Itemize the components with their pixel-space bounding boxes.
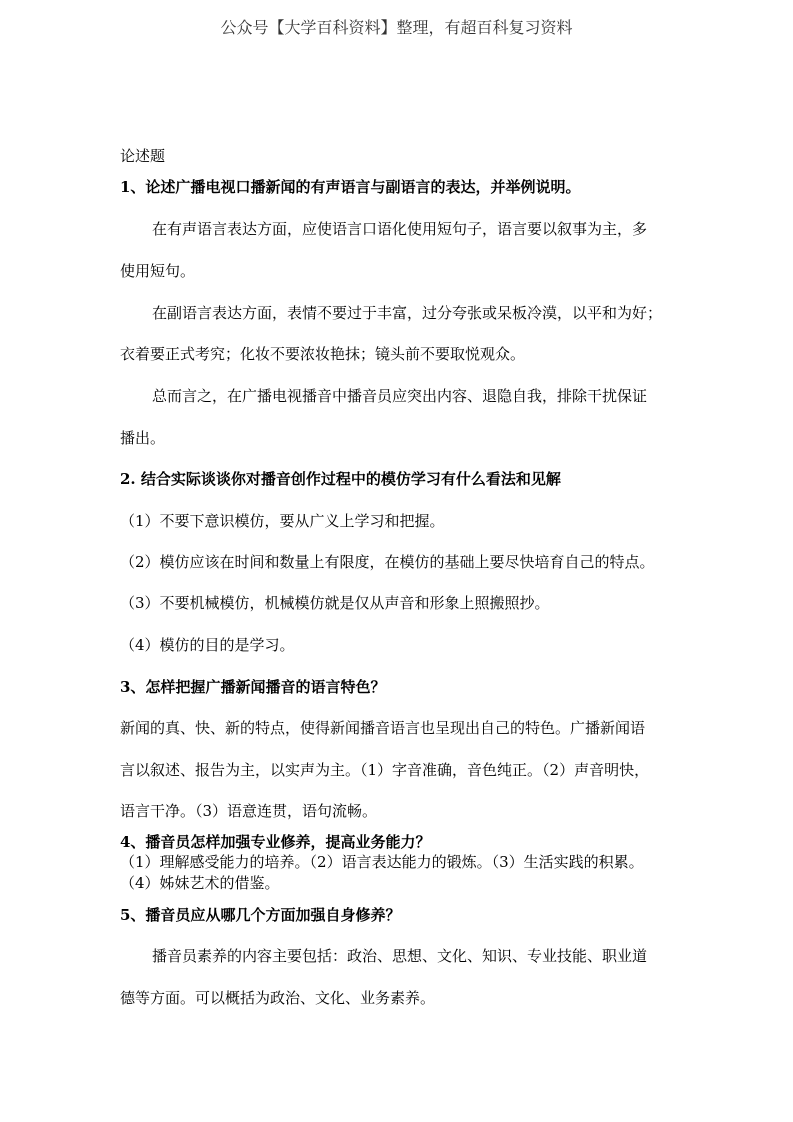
q1-paragraph-2-line-2: 衣着要正式考究；化妆不要浓妆艳抹；镜头前不要取悦观众。 [120,345,526,363]
q4-line-1: （1）理解感受能力的培养。（2）语言表达能力的锻炼。（3）生活实践的积累。 [120,853,644,871]
q3-line-1: 新闻的真、快、新的特点，使得新闻播音语言也呈现出自己的特色。广播新闻语 [120,719,646,737]
q3-line-2: 言以叙述、报告为主，以实声为主。（1）字音准确，音色纯正。（2）声音明快， [120,761,650,779]
q4-line-2: （4）姊妹艺术的借鉴。 [120,874,280,892]
question-4-title: 4、播音员怎样加强专业修养，提高业务能力？ [120,833,431,851]
q1-paragraph-3-line-2: 播出。 [120,429,166,447]
q1-paragraph-2-line-1: 在副语言表达方面，表情不要过于丰富，过分夸张或呆板冷漠，以平和为好； [152,304,663,322]
section-title: 论述题 [120,147,166,165]
q2-item: （2）模仿应该在时间和数量上有限度，在模仿的基础上要尽快培育自己的特点。 [120,553,655,571]
question-1-title: 1、论述广播电视口播新闻的有声语言与副语言的表达，并举例说明。 [120,178,581,196]
question-3-title: 3、怎样把握广播新闻播音的语言特色？ [120,678,386,696]
q1-paragraph-1-line-1: 在有声语言表达方面，应使语言口语化使用短句子，语言要以叙事为主，多 [152,220,648,238]
q2-item: （1）不要下意识模仿，要从广义上学习和把握。 [120,512,445,530]
q2-item: （3）不要机械模仿，机械模仿就是仅从声音和形象上照搬照抄。 [120,594,550,612]
q1-paragraph-3-line-1: 总而言之，在广播电视播音中播音员应突出内容、退隐自我，排除干扰保证 [152,387,648,405]
q1-paragraph-1-line-2: 使用短句。 [120,262,196,280]
q3-line-3: 语言干净。（3）语意连贯，语句流畅。 [120,802,378,820]
page-header: 公众号【大学百科资料】整理，有超百科复习资料 [220,18,573,37]
question-2-title: 2. 结合实际谈谈你对播音创作过程中的模仿学习有什么看法和见解 [120,470,561,488]
q5-line-1: 播音员素养的内容主要包括：政治、思想、文化、知识、专业技能、职业道 [152,947,648,965]
question-5-title: 5、播音员应从哪几个方面加强自身修养？ [120,906,401,924]
q2-item: （4）模仿的目的是学习。 [120,636,295,654]
q5-line-2: 德等方面。可以概括为政治、文化、业务素养。 [120,989,436,1007]
